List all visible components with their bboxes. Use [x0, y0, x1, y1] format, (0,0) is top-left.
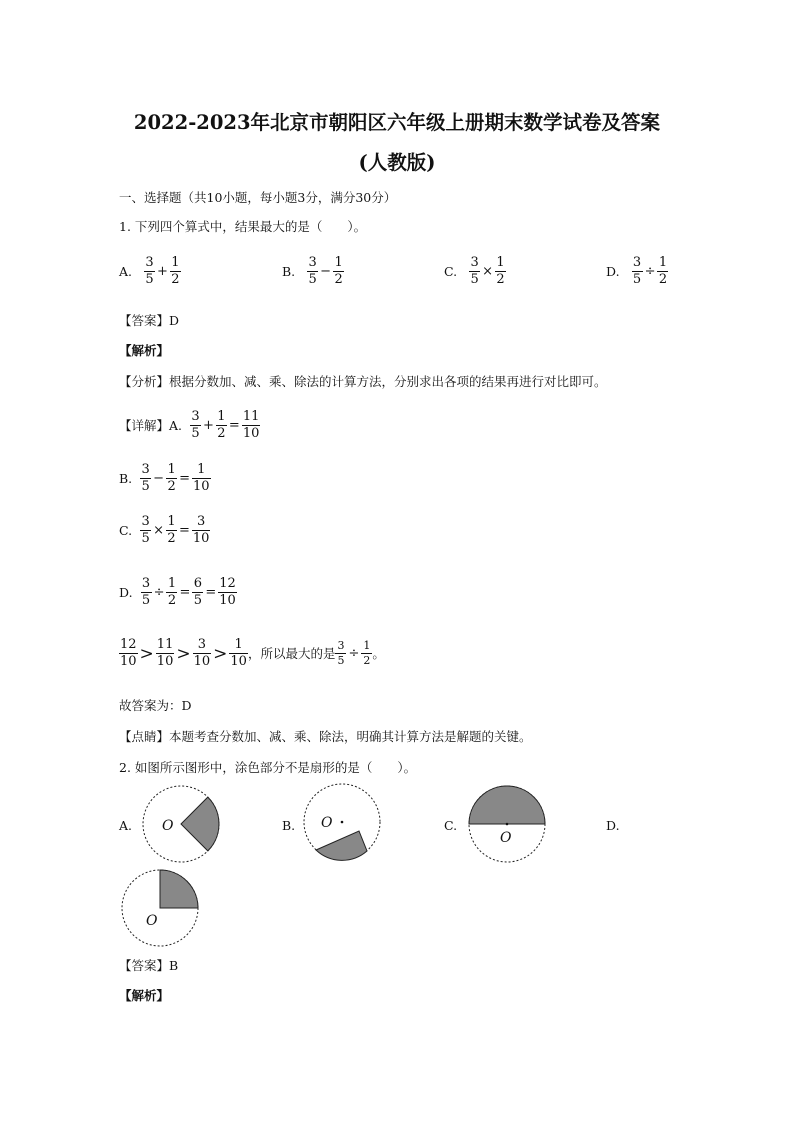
center-label-o: O: [146, 913, 158, 929]
q1-final-answer: 故答案为：D: [119, 698, 192, 713]
q2-option-c-label: C.: [444, 818, 458, 833]
operator: +: [157, 264, 168, 279]
center-label-o: O: [500, 830, 512, 846]
fraction: $\frac{3}{5}$: [337, 639, 345, 667]
question-2-stem: 2. 如图所示图形中，涂色部分不是扇形的是（ ）。: [119, 760, 417, 775]
q1-detail-c: [119, 515, 210, 546]
detail-prefix: 【详解】A.: [119, 417, 183, 433]
fraction: $\frac{3}{5}$: [141, 576, 151, 608]
q1-option-b: [282, 256, 344, 287]
equals-sign: =: [179, 471, 190, 486]
q1-option-d: [606, 256, 668, 287]
detail-label: B.: [119, 470, 133, 486]
fraction: $\frac{1}{2}$: [217, 409, 226, 441]
fraction: $\frac{3}{5}$: [145, 255, 154, 287]
page-subtitle: (人教版): [358, 151, 436, 174]
q2-option-d-label: D.: [606, 818, 620, 833]
fraction: $\frac{1}{2}$: [363, 639, 371, 667]
fraction: $\frac{1}{2}$: [167, 462, 176, 494]
detail-label: D.: [119, 584, 133, 600]
q1-comment: 【点睛】本题考查分数加、减、乘、除法，明确其计算方法是解题的关键。: [119, 729, 532, 744]
comparison-end: 。: [372, 645, 385, 661]
fraction: $\frac{1}{10}$: [230, 637, 247, 669]
greater-than: >: [176, 643, 191, 664]
fraction: $\frac{3}{5}$: [470, 255, 479, 287]
q2-option-a-label: A.: [119, 818, 133, 833]
q1-analysis-text: 【分析】根据分数加、减、乘、除法的计算方法，分别求出各项的结果再进行对比即可。: [119, 374, 607, 389]
operator: +: [203, 418, 214, 433]
q2-answer: 【答案】B: [119, 958, 179, 973]
fraction: $\frac{1}{2}$: [171, 255, 180, 287]
page-title: 2022-2023年北京市朝阳区六年级上册期末数学试卷及答案: [133, 111, 661, 134]
equals-sign: =: [228, 418, 240, 433]
operator: ×: [153, 523, 164, 538]
q1-analysis-heading: 【解析】: [119, 343, 170, 358]
section-heading: 一、选择题（共10小题，每小题3分，满分30分）: [119, 190, 397, 205]
option-label: C.: [444, 263, 458, 279]
fraction: $\frac{3}{5}$: [141, 514, 150, 546]
fraction: $\frac{1}{2}$: [496, 255, 505, 287]
q1-detail-a: [119, 410, 260, 441]
figure-b-segment: [299, 782, 389, 866]
option-label: A.: [119, 263, 133, 279]
q1-comparison: [119, 638, 385, 669]
fraction: $\frac{11}{10}$: [156, 637, 174, 669]
detail-label: C.: [119, 522, 133, 538]
fraction: $\frac{1}{2}$: [167, 514, 176, 546]
fraction: $\frac{11}{10}$: [242, 409, 260, 441]
q1-option-a: [119, 256, 181, 287]
operator: −: [320, 264, 332, 279]
equals-sign: =: [205, 585, 217, 600]
fraction: $\frac{3}{10}$: [193, 637, 211, 669]
option-label: B.: [282, 263, 296, 279]
operator: ÷: [348, 646, 360, 661]
fraction: $\frac{3}{5}$: [632, 255, 642, 287]
question-1-stem: 1. 下列四个算式中，结果最大的是（ ）。: [119, 219, 367, 234]
fraction: $\frac{3}{10}$: [192, 514, 210, 546]
q1-option-c: [444, 256, 506, 287]
operator: −: [153, 471, 165, 486]
fraction: $\frac{12}{10}$: [219, 576, 236, 608]
center-label-o: O: [162, 818, 174, 834]
q1-detail-b: [119, 463, 211, 494]
comparison-text: ，所以最大的是: [247, 645, 336, 661]
center-label-o: O: [321, 815, 333, 831]
q2-analysis-heading: 【解析】: [119, 988, 170, 1003]
q2-option-b-label: B.: [282, 818, 296, 833]
figure-a-sector: [136, 782, 226, 866]
equals-sign: =: [179, 585, 191, 600]
fraction: $\frac{1}{2}$: [334, 255, 343, 287]
operator: ×: [482, 264, 493, 279]
figure-d-quarter-circle: [118, 866, 202, 950]
fraction: $\frac{1}{2}$: [167, 576, 177, 608]
fraction: $\frac{1}{2}$: [658, 255, 668, 287]
fraction: $\frac{3}{5}$: [308, 255, 317, 287]
equals-sign: =: [179, 523, 190, 538]
fraction: $\frac{3}{5}$: [141, 462, 150, 494]
greater-than: >: [139, 643, 154, 664]
option-label: D.: [606, 263, 620, 279]
greater-than: >: [213, 643, 228, 664]
q1-answer: 【答案】D: [119, 313, 180, 328]
q1-detail-d: [119, 577, 237, 608]
operator: ÷: [153, 585, 165, 600]
fraction: $\frac{3}{5}$: [191, 409, 200, 441]
figure-c-semicircle: [466, 782, 548, 866]
fraction: $\frac{6}{5}$: [193, 576, 203, 608]
fraction: $\frac{1}{10}$: [192, 462, 210, 494]
fraction: $\frac{12}{10}$: [120, 637, 137, 669]
operator: ÷: [644, 264, 656, 279]
